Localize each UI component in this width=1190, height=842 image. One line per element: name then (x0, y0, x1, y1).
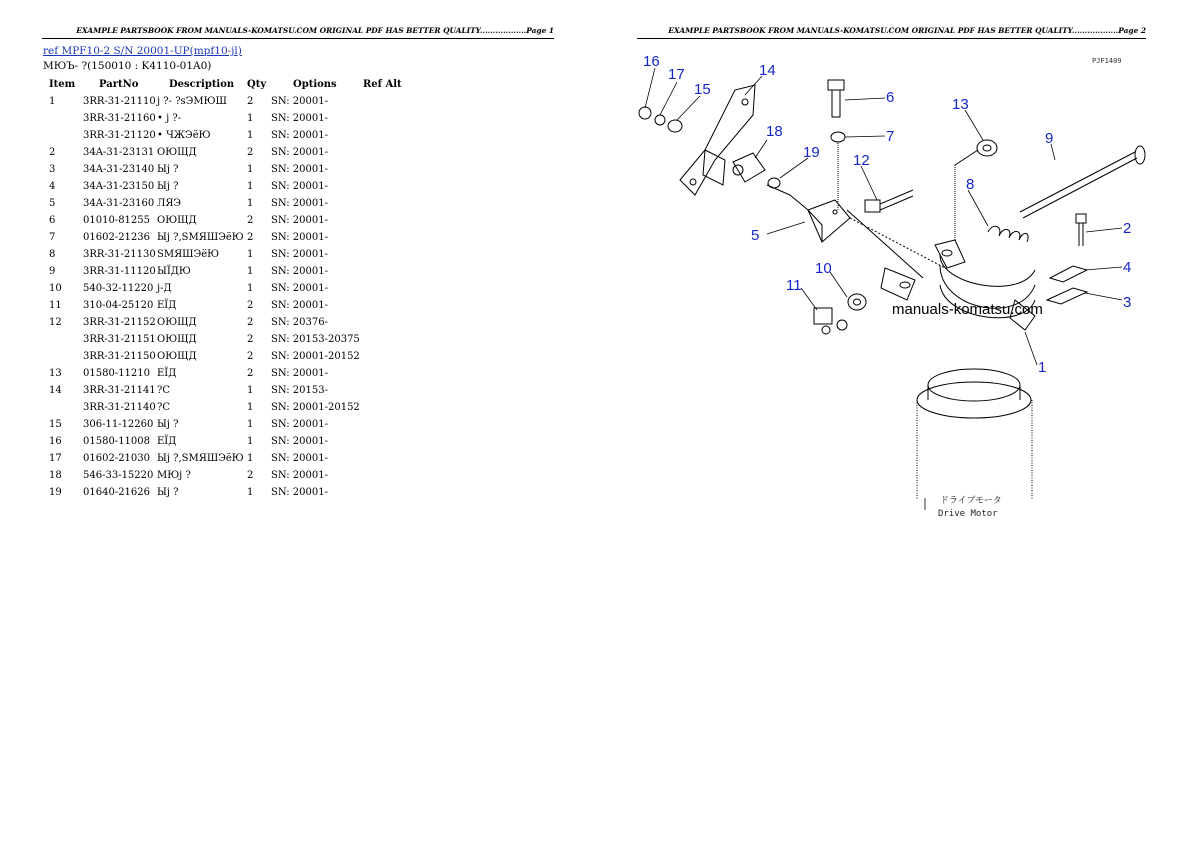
cell-ref-alt (363, 178, 423, 195)
cell-qty: 2 (247, 470, 254, 481)
leader-lines (645, 68, 1122, 365)
cell-description: ЕЇД (157, 368, 177, 379)
bushing-part-18 (733, 153, 765, 182)
cell-options: SN: 20001- (271, 249, 328, 260)
cell-options: SN: 20376- (271, 317, 328, 328)
callout-3: 3 (1123, 294, 1132, 311)
cell-partno: 3RR-31-21160 (83, 113, 156, 124)
cell-qty: 1 (247, 130, 254, 141)
spring-part-8 (988, 226, 1028, 242)
table-row (43, 263, 423, 280)
cell-partno: 310-04-25120 (83, 300, 154, 311)
table-row (43, 195, 423, 212)
cell-ref-alt (363, 263, 423, 280)
cell-partno: 546-33-15220 (83, 470, 154, 481)
rod-part-9 (1020, 146, 1145, 218)
callout-18: 18 (766, 123, 783, 140)
cell-description: ЕЇД (157, 300, 177, 311)
washer-part-10 (848, 294, 866, 310)
table-row (43, 382, 423, 399)
table-row (43, 280, 423, 297)
cell-ref-alt (363, 93, 423, 110)
callouts (643, 53, 1131, 376)
cell-options: SN: 20001-20152 (271, 351, 360, 362)
nut-part-13 (977, 140, 997, 156)
cell-item: 8 (49, 249, 56, 260)
cell-ref-alt (363, 110, 423, 127)
column-header-description: Description (169, 79, 235, 90)
cell-options: SN: 20001- (271, 113, 328, 124)
cell-description: ј-Д (157, 283, 172, 294)
cell-qty: 2 (247, 96, 254, 107)
column-header-ref-alt: Ref Alt (363, 79, 402, 90)
callout-7: 7 (886, 128, 895, 145)
plate-part-4 (1050, 266, 1087, 282)
cell-partno: 3RR-31-21120 (83, 130, 156, 141)
cell-item: 19 (49, 487, 62, 498)
table-row (43, 450, 423, 467)
cell-qty: 2 (247, 351, 254, 362)
cell-ref-alt (363, 314, 423, 331)
cell-description: ЫЇДЮ (157, 266, 191, 277)
cell-item: 3 (49, 164, 56, 175)
cell-item (43, 110, 83, 127)
cell-options: SN: 20001- (271, 198, 328, 209)
cell-partno: 01602-21236 (83, 232, 151, 243)
callout-5: 5 (751, 227, 760, 244)
cell-ref-alt (363, 212, 423, 229)
callout-15: 15 (694, 81, 711, 98)
cell-options: SN: 20001- (271, 368, 328, 379)
cell-options: SN: 20001- (271, 436, 328, 447)
cell-description: Ыј ? (157, 419, 179, 430)
cell-qty: 1 (247, 198, 254, 209)
cell-partno: 3RR-31-21110 (83, 96, 156, 107)
cell-ref-alt (363, 246, 423, 263)
cell-options: SN: 20001- (271, 181, 328, 192)
cell-qty: 2 (247, 334, 254, 345)
washer-part-15 (668, 120, 682, 132)
callout-2: 2 (1123, 220, 1132, 237)
column-header-partno: PartNo (99, 79, 139, 90)
table-row (43, 399, 423, 416)
cell-options: SN: 20001- (271, 130, 328, 141)
callout-8: 8 (966, 176, 975, 193)
cell-item (43, 331, 83, 348)
cell-item: 4 (49, 181, 56, 192)
cell-options: SN: 20001- (271, 470, 328, 481)
assembly-subtitle: МЮЪ- ?(150010 : K4110-01A0) (43, 60, 212, 72)
bolt-part-6 (828, 80, 844, 117)
cell-qty: 1 (247, 181, 254, 192)
cell-item: 16 (49, 436, 62, 447)
cell-item: 17 (49, 453, 62, 464)
nut-part-16 (639, 107, 651, 119)
cell-qty: 2 (247, 317, 254, 328)
cell-description: SМЯШЭёЮ (157, 249, 220, 260)
page-header: EXAMPLE PARTSBOOK FROM MANUALS-KOMATSU.COM ORIGINAL PDF HAS BETTER QUALITY..................Page 2 (637, 26, 1146, 39)
cell-options: SN: 20153-20375 (271, 334, 360, 345)
cell-item: 9 (49, 266, 56, 277)
page-2 (595, 0, 1190, 842)
cell-qty: 1 (247, 249, 254, 260)
cell-ref-alt (363, 450, 423, 467)
cell-options: SN: 20001- (271, 96, 328, 107)
column-header-item: Item (49, 79, 76, 90)
cell-description: ЛЯЭ (157, 198, 182, 209)
cell-qty: 2 (247, 215, 254, 226)
cell-options: SN: 20001- (271, 215, 328, 226)
reference-link[interactable]: ref MPF10-2 S/N 20001-UP(mpf10-jl) (43, 45, 242, 57)
cell-partno: 3RR-31-21151 (83, 334, 156, 345)
cell-qty: 1 (247, 453, 254, 464)
cell-partno: 34A-31-23160 (83, 198, 155, 209)
table-row (43, 331, 423, 348)
callout-17: 17 (668, 66, 685, 83)
parts-table (43, 76, 423, 501)
callout-19: 19 (803, 144, 820, 161)
cell-qty: 1 (247, 385, 254, 396)
cell-ref-alt (363, 331, 423, 348)
washer-part-17 (655, 115, 665, 125)
cell-partno: 306-11-12260 (83, 419, 154, 430)
table-row (43, 365, 423, 382)
cell-item: 2 (49, 147, 56, 158)
nut-part-11 (814, 308, 847, 334)
callout-14: 14 (759, 62, 776, 79)
cell-ref-alt (363, 365, 423, 382)
cell-qty: 2 (247, 368, 254, 379)
cell-item: 7 (49, 232, 56, 243)
cell-options: SN: 20001- (271, 283, 328, 294)
cell-ref-alt (363, 280, 423, 297)
cell-item: 1 (49, 96, 56, 107)
cell-description: Ыј ? (157, 487, 179, 498)
cell-item: 14 (49, 385, 62, 396)
drawing-code: PJF1409 (1092, 57, 1122, 65)
cell-description: j ?- ?sЭМЮШ (157, 96, 227, 107)
table-row (43, 314, 423, 331)
cell-options: SN: 20001- (271, 164, 328, 175)
column-header-qty: Qty (247, 79, 267, 90)
cell-item (43, 348, 83, 365)
cell-description: Ыј ?,SМЯШЭёЮ (157, 453, 244, 464)
cell-options: SN: 20001- (271, 487, 328, 498)
cell-qty: 2 (247, 147, 254, 158)
cell-options: SN: 20001- (271, 232, 328, 243)
cell-partno: 3RR-31-21150 (83, 351, 156, 362)
cell-ref-alt (363, 195, 423, 212)
bracket-part (680, 85, 755, 195)
table-row (43, 229, 423, 246)
cell-item: 5 (49, 198, 56, 209)
cell-description: ОЮЩД (157, 147, 197, 158)
callout-6: 6 (886, 89, 895, 106)
table-row (43, 484, 423, 501)
cell-options: SN: 20153- (271, 385, 328, 396)
cell-ref-alt (363, 144, 423, 161)
table-row (43, 110, 423, 127)
cell-options: SN: 20001- (271, 453, 328, 464)
table-header-row (43, 76, 423, 93)
exploded-parts-diagram (595, 0, 1190, 842)
callout-9: 9 (1045, 130, 1054, 147)
clip-part-7 (831, 132, 845, 142)
table-row (43, 93, 423, 110)
cell-item: 12 (49, 317, 62, 328)
cell-ref-alt (363, 161, 423, 178)
plate-part-3 (1047, 288, 1087, 304)
table-row (43, 246, 423, 263)
pin-part-2 (1076, 214, 1086, 246)
cell-ref-alt (363, 297, 423, 314)
bolt-part-12 (865, 190, 913, 212)
callout-1: 1 (1038, 359, 1047, 376)
cell-ref-alt (363, 229, 423, 246)
cell-description: • ЧЖЭёЮ (157, 130, 211, 141)
cell-description: ЕЇД (157, 436, 177, 447)
cell-options: SN: 20001- (271, 266, 328, 277)
cell-qty: 1 (247, 164, 254, 175)
table-row (43, 297, 423, 314)
cell-qty: 1 (247, 487, 254, 498)
table-row (43, 178, 423, 195)
callout-10: 10 (815, 260, 832, 277)
cell-item: 15 (49, 419, 62, 430)
cell-item: 13 (49, 368, 62, 379)
cell-partno: 34A-31-23131 (83, 147, 155, 158)
cell-ref-alt (363, 484, 423, 501)
cell-partno: 01010-81255 (83, 215, 151, 226)
callout-13: 13 (952, 96, 969, 113)
cell-description: ?С (157, 385, 171, 396)
cell-ref-alt (363, 416, 423, 433)
cell-partno: 01580-11008 (83, 436, 151, 447)
cell-qty: 2 (247, 300, 254, 311)
table-row (43, 212, 423, 229)
cell-description: Ыј ? (157, 181, 179, 192)
block-part (790, 195, 850, 242)
table-row (43, 467, 423, 484)
cell-description: Ыј ?,SМЯШЭёЮ (157, 232, 244, 243)
cell-qty: 1 (247, 419, 254, 430)
cell-qty: 1 (247, 402, 254, 413)
cell-item (43, 399, 83, 416)
cell-options: SN: 20001- (271, 300, 328, 311)
cell-description: МЮј ? (157, 470, 191, 481)
cell-qty: 1 (247, 436, 254, 447)
cell-options: SN: 20001- (271, 147, 328, 158)
cell-description: ОЮЩД (157, 215, 197, 226)
cell-description: ?С (157, 402, 171, 413)
drive-motor (917, 369, 1032, 500)
cell-description: ОЮЩД (157, 351, 197, 362)
cell-partno: 01640-21626 (83, 487, 151, 498)
cell-item: 11 (49, 300, 62, 311)
table-row (43, 348, 423, 365)
cell-ref-alt (363, 127, 423, 144)
cell-ref-alt (363, 382, 423, 399)
table-row (43, 127, 423, 144)
column-header-options: Options (293, 79, 337, 90)
cell-partno: 3RR-31-21152 (83, 317, 156, 328)
cell-item: 6 (49, 215, 56, 226)
cell-options: SN: 20001- (271, 419, 328, 430)
cell-description: Ыј ? (157, 164, 179, 175)
table-row (43, 161, 423, 178)
cell-ref-alt (363, 348, 423, 365)
cell-partno: 3RR-31-21141 (83, 385, 156, 396)
cell-partno: 34A-31-23140 (83, 164, 155, 175)
motor-label-en: Drive Motor (938, 509, 998, 519)
cell-ref-alt (363, 433, 423, 450)
cell-partno: 3RR-31-11120 (83, 266, 156, 277)
cell-partno: 3RR-31-21140 (83, 402, 156, 413)
cell-item: 10 (49, 283, 62, 294)
cell-options: SN: 20001-20152 (271, 402, 360, 413)
cell-description: ОЮЩД (157, 334, 197, 345)
cell-ref-alt (363, 399, 423, 416)
cell-qty: 1 (247, 283, 254, 294)
cell-description: • j ?- (157, 113, 182, 124)
cell-qty: 1 (247, 113, 254, 124)
motor-label-jp: ドライブモータ (940, 496, 1002, 506)
cell-partno: 01580-11210 (83, 368, 151, 379)
cell-qty: 2 (247, 232, 254, 243)
callout-4: 4 (1123, 259, 1132, 276)
cell-partno: 540-32-11220 (83, 283, 154, 294)
table-row (43, 144, 423, 161)
cell-partno: 34A-31-23150 (83, 181, 155, 192)
callout-11: 11 (786, 277, 802, 294)
cell-item: 18 (49, 470, 62, 481)
callout-16: 16 (643, 53, 660, 70)
table-row (43, 416, 423, 433)
cell-description: ОЮЩД (157, 317, 197, 328)
cell-ref-alt (363, 467, 423, 484)
cell-partno: 3RR-31-21130 (83, 249, 156, 260)
cell-partno: 01602-21030 (83, 453, 151, 464)
page-header: EXAMPLE PARTSBOOK FROM MANUALS-KOMATSU.COM ORIGINAL PDF HAS BETTER QUALITY..................Page 1 (42, 26, 554, 39)
callout-12: 12 (853, 152, 870, 169)
watermark-text: manuals-komatsu.com (892, 301, 1043, 318)
table-row (43, 433, 423, 450)
cell-item (43, 127, 83, 144)
cell-qty: 1 (247, 266, 254, 277)
